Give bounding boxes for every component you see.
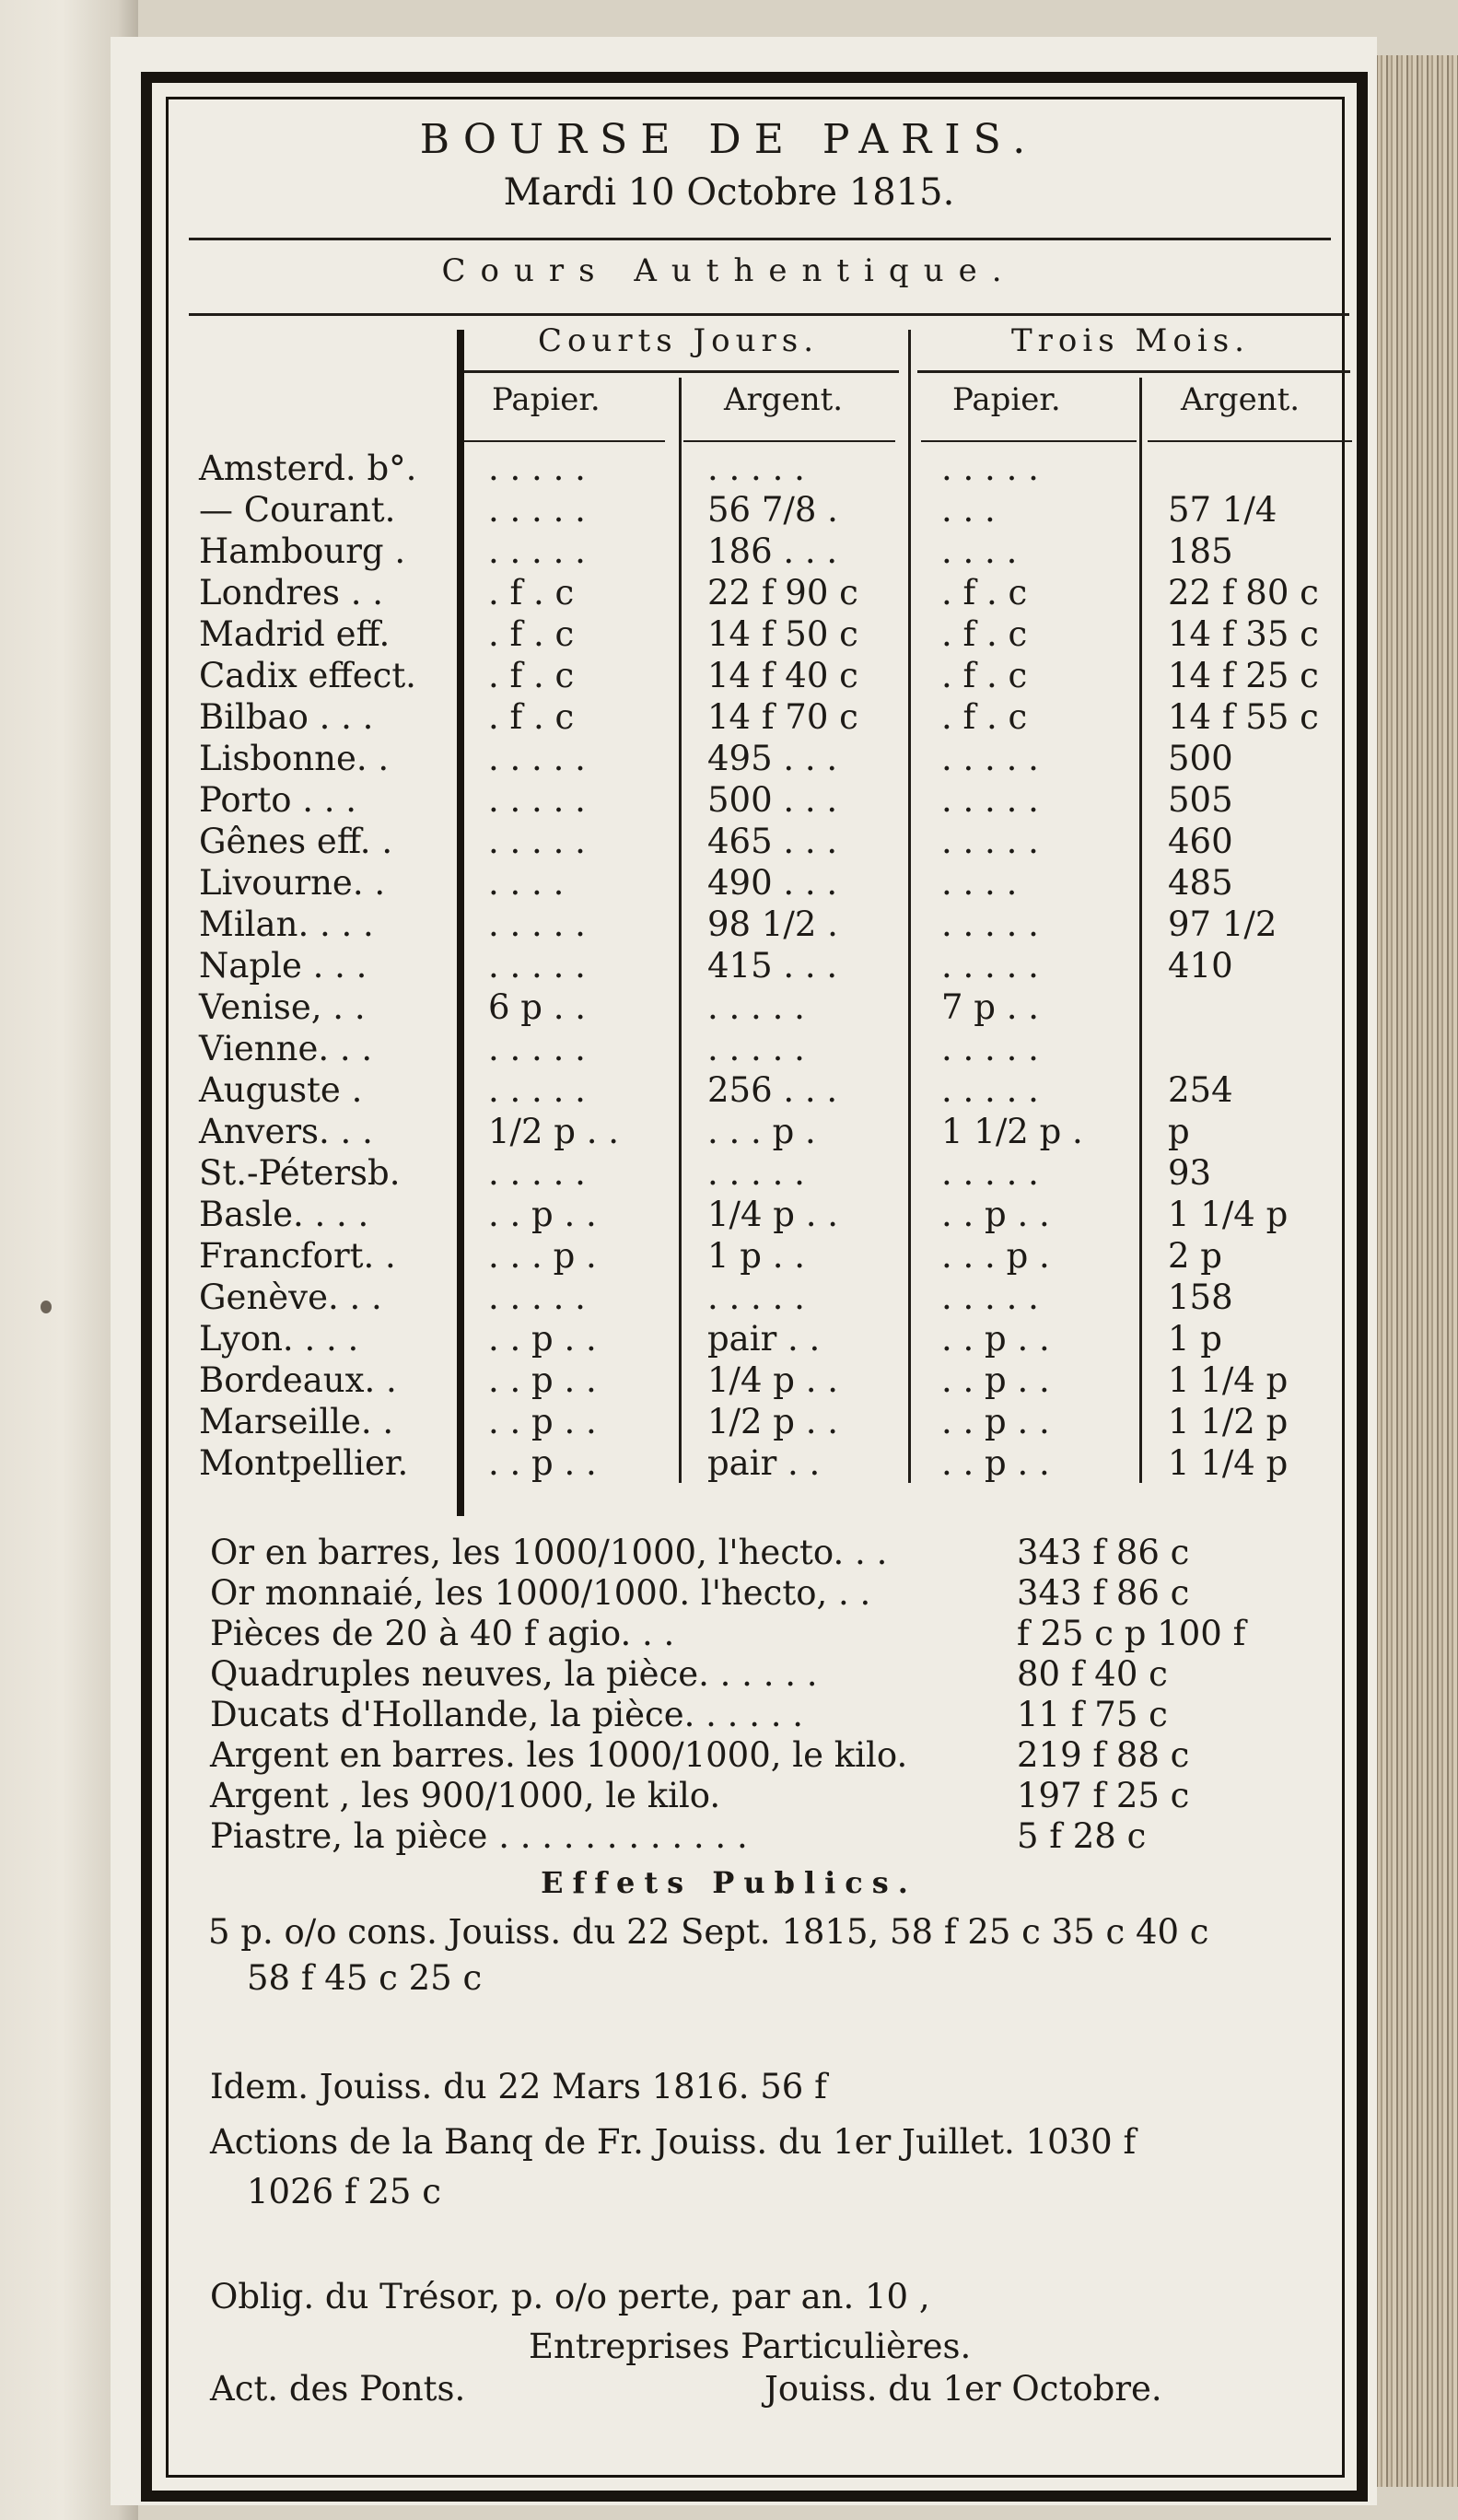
page-date: Mardi 10 Octobre 1815.	[503, 171, 955, 214]
court-argent: 98 1/2 .	[707, 904, 838, 944]
section-title-effets-publics: Effets Publics.	[541, 1865, 917, 1900]
court-papier: . . . . .	[488, 490, 586, 530]
court-argent: 465 . . .	[707, 822, 838, 861]
court-papier: 6 p . .	[488, 987, 587, 1027]
trois-papier: . . . . .	[941, 1029, 1039, 1068]
court-argent: pair . .	[707, 1443, 821, 1483]
court-papier: . . . . .	[488, 1278, 586, 1317]
trois-papier: . . p . .	[941, 1319, 1050, 1359]
court-argent: 14 f 50 c	[707, 614, 858, 654]
place-name: Bilbao . . .	[199, 697, 374, 737]
court-argent: pair . .	[707, 1319, 821, 1359]
table-row	[0, 1359, 1458, 1401]
trois-papier: . . . . .	[941, 1153, 1039, 1193]
trois-argent: 97 1/2	[1168, 904, 1277, 944]
effets-line: 1026 f 25 c	[247, 2172, 441, 2211]
court-papier: . f . c	[488, 614, 575, 654]
trois-argent: 1 p	[1168, 1319, 1222, 1359]
court-argent: 1/4 p . .	[707, 1360, 839, 1400]
trois-argent: 93	[1168, 1153, 1212, 1193]
court-papier: 1/2 p . .	[488, 1112, 620, 1151]
table-row	[0, 531, 1458, 572]
bullion-line	[0, 1735, 1458, 1776]
place-name: Madrid eff.	[199, 614, 391, 654]
trois-argent: 254	[1168, 1070, 1233, 1110]
trois-papier: . . . . .	[941, 822, 1039, 861]
court-papier: . . . . .	[488, 1070, 586, 1110]
court-papier: . f . c	[488, 697, 575, 737]
court-papier: . . . .	[488, 863, 565, 903]
trois-argent: 1 1/4 p	[1168, 1360, 1289, 1400]
trois-argent: 485	[1168, 863, 1233, 903]
place-name: Montpellier.	[199, 1443, 409, 1483]
table-row	[0, 986, 1458, 1028]
table-row	[0, 1277, 1458, 1318]
court-papier: . f . c	[488, 573, 575, 612]
place-name: Bordeaux. .	[199, 1360, 397, 1400]
trois-papier: . f . c	[941, 697, 1028, 737]
court-papier: . . . . .	[488, 780, 586, 820]
place-name: Basle. . . .	[199, 1195, 369, 1234]
trois-papier: . f . c	[941, 573, 1028, 612]
rule	[921, 440, 1137, 442]
place-name: Porto . . .	[199, 780, 357, 820]
bullion-value: 5 f 28 c	[1017, 1816, 1147, 1856]
table-row	[0, 1111, 1458, 1152]
trois-papier: . . . . .	[941, 904, 1039, 944]
trois-papier: 1 1/2 p .	[941, 1112, 1083, 1151]
bullion-value: 80 f 40 c	[1017, 1654, 1168, 1694]
place-name: Francfort. .	[199, 1236, 396, 1276]
subheader-papier: Papier.	[952, 381, 1061, 418]
trois-argent: 185	[1168, 531, 1233, 571]
trois-argent: 500	[1168, 739, 1233, 778]
court-argent: 14 f 70 c	[707, 697, 858, 737]
effets-line: Act. des Ponts.	[210, 2369, 466, 2409]
court-argent: 186 . . .	[707, 531, 838, 571]
rule	[917, 370, 1350, 373]
place-name: Vienne. . .	[199, 1029, 373, 1068]
table-row	[0, 448, 1458, 489]
table-row	[0, 904, 1458, 945]
court-argent: 495 . . .	[707, 739, 838, 778]
trois-papier: . . .	[941, 490, 996, 530]
court-argent: . . . p .	[707, 1112, 816, 1151]
subheader-papier: Papier.	[492, 381, 601, 418]
effets-line: Actions de la Banq de Fr. Jouiss. du 1er Juillet. 1030 f	[210, 2122, 1137, 2162]
court-papier: . . . . .	[488, 946, 586, 986]
table-row	[0, 489, 1458, 531]
bullion-label: Or en barres, les 1000/1000, l'hecto. . .	[210, 1533, 888, 1572]
table-row	[0, 1318, 1458, 1359]
place-name: — Courant.	[199, 490, 396, 530]
trois-papier: 7 p . .	[941, 987, 1040, 1027]
trois-argent: 14 f 35 c	[1168, 614, 1319, 654]
effets-line: 58 f 45 c 25 c	[247, 1958, 483, 1998]
effets-line: Jouiss. du 1er Octobre.	[764, 2369, 1162, 2409]
rule	[683, 440, 895, 442]
place-name: Lisbonne. .	[199, 739, 390, 778]
court-argent: 1 p . .	[707, 1236, 806, 1276]
table-row	[0, 738, 1458, 779]
trois-argent: 460	[1168, 822, 1233, 861]
bullion-label: Ducats d'Hollande, la pièce. . . . . .	[210, 1695, 804, 1734]
place-name: Genève. . .	[199, 1278, 382, 1317]
table-row	[0, 1069, 1458, 1111]
court-argent: 1/4 p . .	[707, 1195, 839, 1234]
bullion-label: Argent , les 900/1000, le kilo.	[210, 1776, 721, 1815]
table-row	[0, 1194, 1458, 1235]
court-papier: . . p . .	[488, 1195, 597, 1234]
court-argent: 256 . . .	[707, 1070, 838, 1110]
bullion-line	[0, 1695, 1458, 1735]
bullion-line	[0, 1776, 1458, 1816]
court-argent: 500 . . .	[707, 780, 838, 820]
place-name: Livourne. .	[199, 863, 386, 903]
table-row	[0, 1401, 1458, 1442]
court-papier: . . . . .	[488, 531, 586, 571]
trois-argent: 410	[1168, 946, 1233, 986]
court-papier: . . . . .	[488, 1029, 586, 1068]
bullion-value: 343 f 86 c	[1017, 1573, 1190, 1613]
bullion-value: 219 f 88 c	[1017, 1735, 1190, 1775]
trois-papier: . . . p .	[941, 1236, 1050, 1276]
table-row	[0, 821, 1458, 862]
court-argent: . . . . .	[707, 1278, 805, 1317]
court-papier: . . p . .	[488, 1443, 597, 1483]
court-papier: . . . p .	[488, 1236, 597, 1276]
place-name: Marseille. .	[199, 1402, 394, 1441]
group-header-courts-jours: Courts Jours.	[538, 322, 820, 359]
bullion-line	[0, 1614, 1458, 1654]
trois-argent: 1 1/4 p	[1168, 1195, 1289, 1234]
bullion-line	[0, 1654, 1458, 1695]
trois-argent: p	[1168, 1112, 1190, 1151]
table-row	[0, 655, 1458, 696]
trois-argent: 505	[1168, 780, 1233, 820]
trois-papier: . . p . .	[941, 1402, 1050, 1441]
trois-argent: 14 f 55 c	[1168, 697, 1319, 737]
court-argent: . . . . .	[707, 987, 805, 1027]
bullion-label: Piastre, la pièce . . . . . . . . . . . .	[210, 1816, 748, 1856]
trois-papier: . . . . .	[941, 1070, 1039, 1110]
trois-argent: 57 1/4	[1168, 490, 1277, 530]
section-title: Cours Authentique.	[441, 252, 1017, 289]
trois-papier: . . . .	[941, 863, 1018, 903]
court-argent: . . . . .	[707, 1029, 805, 1068]
bullion-value: f 25 c p 100 f	[1017, 1614, 1246, 1653]
trois-papier: . . p . .	[941, 1443, 1050, 1483]
court-argent: 415 . . .	[707, 946, 838, 986]
table-row	[0, 1442, 1458, 1484]
trois-argent: 14 f 25 c	[1168, 656, 1319, 695]
table-row	[0, 862, 1458, 904]
bullion-label: Quadruples neuves, la pièce. . . . . .	[210, 1654, 818, 1694]
place-name: Anvers. . .	[199, 1112, 373, 1151]
trois-papier: . f . c	[941, 614, 1028, 654]
rule	[459, 370, 899, 373]
subheader-argent: Argent.	[724, 381, 844, 418]
section-title-entreprises: Entreprises Particulières.	[529, 2327, 972, 2366]
court-argent: . . . . .	[707, 1153, 805, 1193]
place-name: Lyon. . . .	[199, 1319, 359, 1359]
trois-argent: 2 p	[1168, 1236, 1222, 1276]
table-row	[0, 779, 1458, 821]
trois-papier: . . p . .	[941, 1195, 1050, 1234]
trois-argent: 1 1/2 p	[1168, 1402, 1289, 1441]
court-papier: . . . . .	[488, 904, 586, 944]
bullion-line	[0, 1573, 1458, 1614]
table-row	[0, 696, 1458, 738]
court-papier: . . p . .	[488, 1319, 597, 1359]
place-name: Naple . . .	[199, 946, 367, 986]
bullion-value: 343 f 86 c	[1017, 1533, 1190, 1572]
trois-papier: . . . . .	[941, 1278, 1039, 1317]
bullion-label: Or monnaié, les 1000/1000. l'hecto, . .	[210, 1573, 871, 1613]
place-name: Cadix effect.	[199, 656, 416, 695]
place-name: St.-Pétersb.	[199, 1153, 401, 1193]
place-name: Londres . .	[199, 573, 383, 612]
page-title: BOURSE DE PARIS.	[419, 116, 1039, 163]
trois-papier: . . . .	[941, 531, 1018, 571]
court-argent: 14 f 40 c	[707, 656, 858, 695]
bullion-value: 197 f 25 c	[1017, 1776, 1190, 1815]
trois-papier: . f . c	[941, 656, 1028, 695]
subheader-argent: Argent.	[1181, 381, 1301, 418]
place-name: Hambourg .	[199, 531, 406, 571]
court-argent: 22 f 90 c	[707, 573, 858, 612]
court-argent: 490 . . .	[707, 863, 838, 903]
trois-argent: 1 1/4 p	[1168, 1443, 1289, 1483]
trois-papier: . . . . .	[941, 780, 1039, 820]
trois-papier: . . . . .	[941, 449, 1039, 488]
table-row	[0, 1152, 1458, 1194]
court-papier: . . . . .	[488, 822, 586, 861]
bullion-label: Pièces de 20 à 40 f agio. . .	[210, 1614, 675, 1653]
rule	[1148, 440, 1352, 442]
court-papier: . . p . .	[488, 1360, 597, 1400]
table-row	[0, 1028, 1458, 1069]
bullion-label: Argent en barres. les 1000/1000, le kilo.	[210, 1735, 908, 1775]
table-row	[0, 1235, 1458, 1277]
trois-papier: . . p . .	[941, 1360, 1050, 1400]
group-header-trois-mois: Trois Mois.	[1011, 322, 1250, 359]
trois-argent: 158	[1168, 1278, 1233, 1317]
trois-argent: 22 f 80 c	[1168, 573, 1319, 612]
court-argent: 1/2 p . .	[707, 1402, 839, 1441]
rule	[189, 313, 1349, 316]
table-row	[0, 613, 1458, 655]
trois-papier: . . . . .	[941, 739, 1039, 778]
court-papier: . f . c	[488, 656, 575, 695]
court-papier: . . . . .	[488, 739, 586, 778]
place-name: Venise, . .	[199, 987, 366, 1027]
trois-papier: . . . . .	[941, 946, 1039, 986]
court-argent: 56 7/8 .	[707, 490, 838, 530]
place-name: Gênes eff. .	[199, 822, 393, 861]
rule	[189, 238, 1331, 240]
court-papier: . . . . .	[488, 1153, 586, 1193]
effets-line: Idem. Jouiss. du 22 Mars 1816. 56 f	[210, 2067, 827, 2106]
court-argent: . . . . .	[707, 449, 805, 488]
bullion-line	[0, 1816, 1458, 1857]
rule	[464, 440, 665, 442]
bullion-line	[0, 1533, 1458, 1573]
place-name: Amsterd. b°.	[199, 449, 417, 488]
effets-line: 5 p. o/o cons. Jouiss. du 22 Sept. 1815, 58 f 25 c 35 c 40 c	[208, 1912, 1209, 1952]
table-row	[0, 945, 1458, 986]
place-name: Auguste .	[199, 1070, 363, 1110]
place-name: Milan. . . .	[199, 904, 374, 944]
court-papier: . . p . .	[488, 1402, 597, 1441]
effets-line: Oblig. du Trésor, p. o/o perte, par an. 10 ,	[210, 2277, 930, 2316]
court-papier: . . . . .	[488, 449, 586, 488]
table-row	[0, 572, 1458, 613]
bullion-value: 11 f 75 c	[1017, 1695, 1168, 1734]
